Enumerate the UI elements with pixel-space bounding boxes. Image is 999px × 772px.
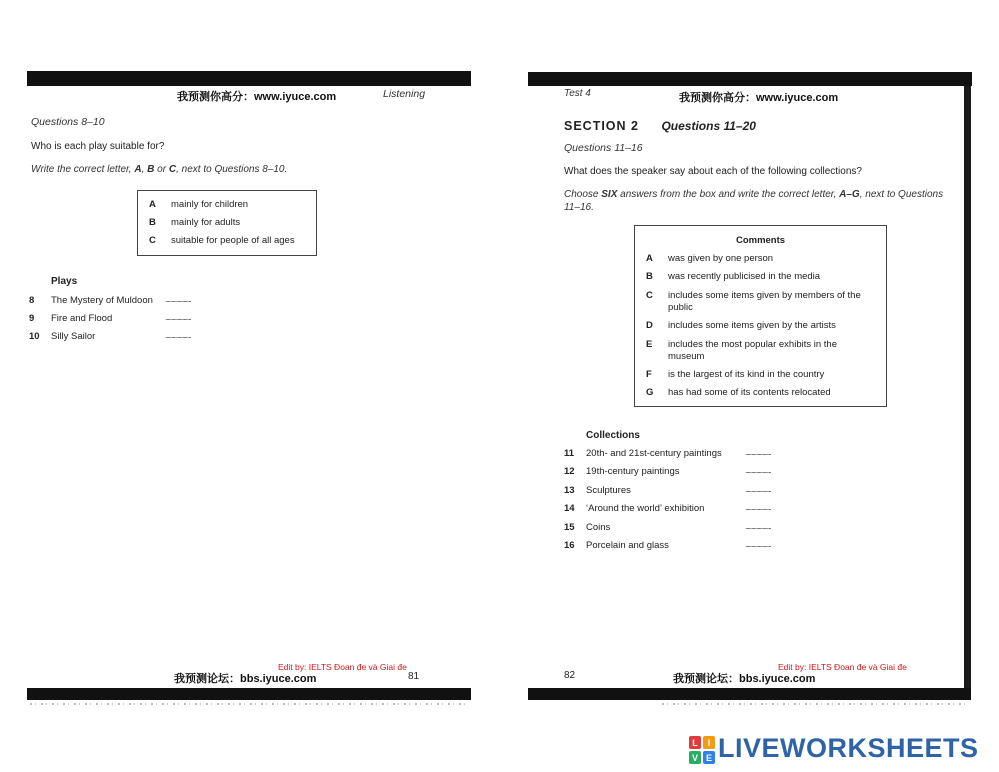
right-top-bar <box>528 72 972 86</box>
right-edit-credit: Edit by: IELTS Đoan đe và Giai đe <box>778 662 907 672</box>
answer-blank-10[interactable]: ..................... <box>165 331 191 340</box>
right-bottom-bar <box>528 688 971 700</box>
liveworksheets-wordmark: LIVEWORKSHEETS <box>718 733 979 763</box>
section-questions: Questions 11–20 <box>661 119 756 133</box>
right-list-title: Collections <box>586 430 640 441</box>
right-footer-site: 我预测论坛：bbs.iyuce.com <box>673 673 816 685</box>
answer-blank-15[interactable]: ..................... <box>745 522 771 531</box>
left-questions-heading: Questions 8–10 <box>31 116 105 128</box>
liveworksheets-logo-icon <box>689 736 715 764</box>
right-page-number: 82 <box>564 670 576 681</box>
right-header-site: 我预测你高分：www.iyuce.com <box>679 92 839 104</box>
section-heading <box>564 117 756 135</box>
comments-box: Comments A was given by one person B was recently publicised in the media C includes some items given by members of the public D includes some items given by the artists E includes the most popular exhibits in the museum F is the largest of its kind in the country G has had some of its contents relocated <box>634 225 887 407</box>
right-scan-noise <box>662 703 967 705</box>
left-scan-noise <box>30 703 470 705</box>
svg-text:V: V <box>691 753 699 763</box>
answer-blank-12[interactable]: ..................... <box>745 466 771 475</box>
left-top-bar <box>27 71 471 86</box>
left-footer-site: 我预测论坛：bbs.iyuce.com <box>174 673 317 685</box>
comment-c-cont: public <box>668 302 693 313</box>
right-instruction-line2: 11–16. <box>564 202 594 213</box>
left-bottom-bar <box>27 688 471 700</box>
right-header-test: Test 4 <box>564 88 591 99</box>
left-options-box: A mainly for children B mainly for adults C suitable for people of all ages <box>137 190 317 256</box>
comment-e-cont: museum <box>668 351 705 362</box>
left-question: Who is each play suitable for? <box>31 141 165 152</box>
left-page-number: 81 <box>408 671 420 682</box>
right-instruction: Choose SIX answers from the box and write the correct letter, A–G, next to Questions <box>564 189 944 200</box>
answer-blank-14[interactable]: ..................... <box>745 503 771 512</box>
left-header-site: 我预测你高分：www.iyuce.com <box>177 91 337 103</box>
answer-blank-16[interactable]: ..................... <box>745 540 771 549</box>
right-question: What does the speaker say about each of the following collections? <box>564 166 862 177</box>
left-header-section: Listening <box>383 88 426 100</box>
svg-text:I: I <box>707 738 711 748</box>
answer-blank-8[interactable]: ..................... <box>165 295 191 304</box>
right-edge-bar <box>964 86 971 698</box>
left-list-title: Plays <box>51 276 78 287</box>
left-instruction: Write the correct letter, A, B or C, next to Questions 8–10. <box>31 164 288 175</box>
right-questions-heading: Questions 11–16 <box>564 142 643 154</box>
answer-blank-11[interactable]: ..................... <box>745 448 771 457</box>
left-edit-credit: Edit by: IELTS Đoan đe và Giai đe <box>278 662 407 672</box>
comments-title: Comments <box>735 235 786 246</box>
svg-text:L: L <box>692 738 698 748</box>
answer-blank-13[interactable]: ..................... <box>745 485 771 494</box>
section-label: SECTION 2 <box>564 119 639 133</box>
svg-text:E: E <box>705 753 713 763</box>
answer-blank-9[interactable]: ..................... <box>165 313 191 322</box>
